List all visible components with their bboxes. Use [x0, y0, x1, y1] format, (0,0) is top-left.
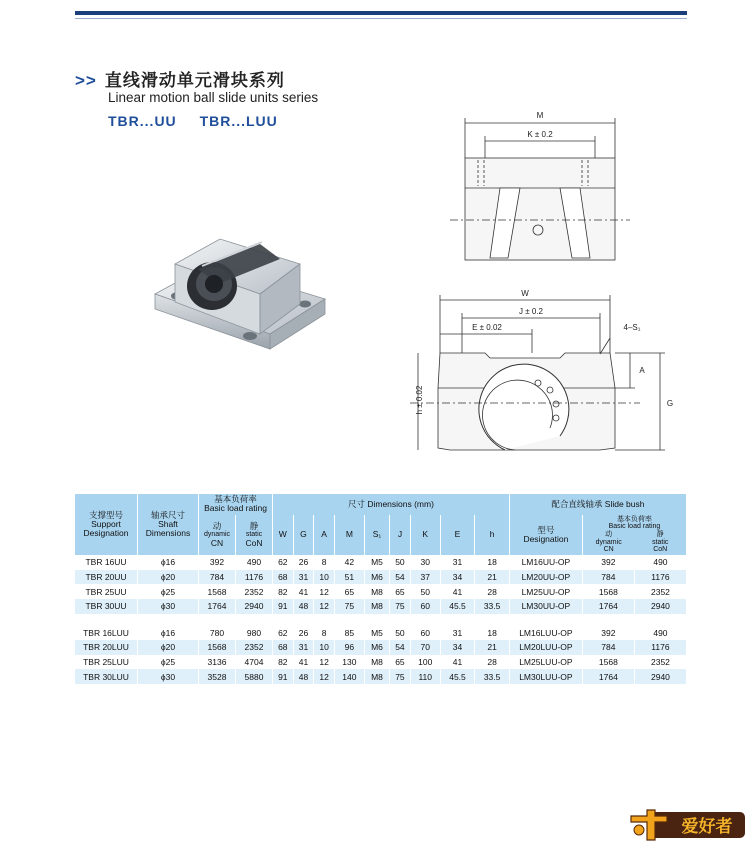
separator-cell [75, 614, 687, 626]
table-cell: 21 [475, 570, 510, 585]
table-cell: 784 [582, 640, 634, 655]
table-cell: LM25UU-OP [509, 584, 582, 599]
table-cell: 33.5 [475, 599, 510, 614]
label-k: K ± 0.2 [527, 130, 553, 139]
table-cell: 50 [390, 626, 411, 641]
table-cell: 31 [293, 640, 314, 655]
table-cell: 2940 [634, 599, 686, 614]
table-cell: 31 [293, 570, 314, 585]
h-support-en2: Designation [83, 528, 129, 539]
group-separator [75, 614, 687, 626]
h-shaft-cn: 轴承尺寸 [150, 509, 185, 520]
page-title-cn [75, 66, 285, 91]
h-support-en1: Support [91, 518, 121, 529]
table-cell: 68 [273, 570, 294, 585]
table-cell: 62 [273, 555, 294, 570]
h-bush-dyn-unit: CN [603, 546, 614, 554]
col-m: M [334, 515, 364, 555]
table-cell: 392 [582, 555, 634, 570]
table-cell: LM25LUU-OP [509, 655, 582, 670]
table-row [75, 626, 687, 641]
label-g: G [666, 399, 674, 408]
table-row [75, 570, 687, 585]
table-cell: 12 [314, 599, 335, 614]
spec-table [75, 494, 687, 684]
table-cell: 45.5 [440, 599, 475, 614]
watermark-logo [627, 806, 749, 842]
table-cell: M8 [364, 584, 389, 599]
table-cell: 54 [390, 570, 411, 585]
table-cell: 10 [314, 570, 335, 585]
table-cell: 12 [314, 584, 335, 599]
table-cell: 1568 [199, 584, 236, 599]
table-cell: 37 [410, 570, 440, 585]
h-shaft-en1: Shaft [158, 518, 178, 529]
table-cell: 26 [293, 555, 314, 570]
table-cell: 21 [475, 640, 510, 655]
label-m: M [536, 111, 544, 120]
col-bush: 配合直线轴承 Slide bush [509, 494, 686, 515]
col-shaft [138, 494, 199, 555]
table-cell: 110 [410, 669, 440, 684]
table-cell: 980 [236, 626, 273, 641]
label-w: W [521, 289, 529, 298]
table-cell: 62 [273, 626, 294, 641]
table-cell: 34 [440, 570, 475, 585]
table-cell: 68 [273, 640, 294, 655]
table-row [75, 555, 687, 570]
h-type-cn: 型号 [537, 524, 555, 535]
table-cell: 140 [334, 669, 364, 684]
table-cell: TBR 20UU [75, 570, 138, 585]
top-rule [75, 11, 687, 15]
table-cell: 100 [410, 655, 440, 670]
top-view-drawing [440, 108, 640, 268]
table-cell: ϕ16 [138, 555, 199, 570]
page-title-en: Linear motion ball slide units series [108, 90, 319, 105]
table-cell: 75 [334, 599, 364, 614]
table-cell: ϕ25 [138, 655, 199, 670]
table-cell: 96 [334, 640, 364, 655]
table-cell: 3528 [199, 669, 236, 684]
table-row [75, 584, 687, 599]
h-bush-sta [634, 531, 686, 554]
table-cell: LM16LUU-OP [509, 626, 582, 641]
table-cell: 65 [390, 655, 411, 670]
col-h: h [475, 515, 510, 555]
table-cell: 2352 [634, 655, 686, 670]
table-cell: TBR 30UU [75, 599, 138, 614]
col-support [75, 494, 138, 555]
h-load-en: Basic load rating [204, 503, 267, 514]
table-cell: 42 [334, 555, 364, 570]
table-cell: LM16UU-OP [509, 555, 582, 570]
table-cell: 60 [410, 599, 440, 614]
table-cell: 41 [440, 655, 475, 670]
table-cell: M6 [364, 570, 389, 585]
table-cell: 26 [293, 626, 314, 641]
table-cell: 70 [410, 640, 440, 655]
table-cell: 1764 [199, 599, 236, 614]
table-cell: 41 [293, 584, 314, 599]
table-cell: 41 [293, 655, 314, 670]
table-cell: 50 [390, 555, 411, 570]
model-codes [108, 113, 278, 129]
table-cell: 1568 [582, 584, 634, 599]
table-cell: 392 [582, 626, 634, 641]
product-photo [150, 224, 330, 384]
table-cell: 28 [475, 655, 510, 670]
table-cell: 10 [314, 640, 335, 655]
h-bush-load-en: Basic load rating [608, 523, 661, 531]
label-a: A [639, 366, 645, 375]
label-h: h ± 0.02 [415, 385, 424, 415]
col-static [236, 515, 273, 555]
col-g: G [293, 515, 314, 555]
table-cell: 45.5 [440, 669, 475, 684]
table-cell: 91 [273, 599, 294, 614]
label-e: E ± 0.02 [472, 323, 502, 332]
table-row [75, 655, 687, 670]
h-bush-sta-cn: 静 [656, 531, 664, 539]
col-e: E [440, 515, 475, 555]
table-cell: 8 [314, 555, 335, 570]
top-rule-thin [75, 18, 687, 19]
h-bush-dyn-cn: 动 [605, 531, 613, 539]
table-cell: 28 [475, 584, 510, 599]
table-cell: 5880 [236, 669, 273, 684]
table-cell: 392 [199, 555, 236, 570]
table-row [75, 669, 687, 684]
table-cell: 12 [314, 669, 335, 684]
table-cell: M8 [364, 599, 389, 614]
table-cell: 54 [390, 640, 411, 655]
col-dimensions: 尺寸 Dimensions (mm) [273, 494, 510, 515]
table-cell: ϕ20 [138, 570, 199, 585]
h-bush-load-cn: 基本负荷率 [616, 515, 652, 523]
title-cn-text: 直线滑动单元滑块系列 [104, 71, 285, 90]
h-dyn-en: dynamic [203, 531, 231, 539]
h-bush-dyn [583, 531, 635, 554]
table-cell: 1176 [236, 570, 273, 585]
table-cell: 12 [314, 655, 335, 670]
table-cell: 82 [273, 584, 294, 599]
table-cell: 3136 [199, 655, 236, 670]
table-cell: 780 [199, 626, 236, 641]
col-dynamic [199, 515, 236, 555]
col-bush-load [582, 515, 686, 555]
table-cell: LM20UU-OP [509, 570, 582, 585]
table-cell: LM20LUU-OP [509, 640, 582, 655]
h-sta-en: static [245, 531, 263, 539]
table-cell: 75 [390, 599, 411, 614]
col-load [199, 494, 273, 515]
table-cell: ϕ30 [138, 669, 199, 684]
table-cell: 2940 [634, 669, 686, 684]
table-cell: LM30LUU-OP [509, 669, 582, 684]
table-cell: M8 [364, 655, 389, 670]
label-j: J ± 0.2 [519, 307, 543, 316]
table-cell: 31 [440, 626, 475, 641]
table-cell: 65 [334, 584, 364, 599]
table-cell: 18 [475, 626, 510, 641]
table-cell: M5 [364, 555, 389, 570]
h-type-en: Designation [523, 533, 569, 544]
col-j: J [390, 515, 411, 555]
h-bush-dyn-en: dynamic [595, 538, 622, 546]
h-dyn-cn: 动 [212, 520, 222, 531]
table-cell: 2352 [236, 640, 273, 655]
h-support-cn: 支撑型号 [88, 509, 123, 520]
table-cell: 2352 [236, 584, 273, 599]
table-cell: 8 [314, 626, 335, 641]
model-uu: TBR...UU [108, 113, 177, 129]
table-cell: ϕ20 [138, 640, 199, 655]
h-sta-cn: 静 [249, 520, 259, 531]
table-cell: LM30UU-OP [509, 599, 582, 614]
table-cell: 1568 [582, 655, 634, 670]
table-cell: 41 [440, 584, 475, 599]
table-cell: 34 [440, 640, 475, 655]
table-cell: 490 [634, 626, 686, 641]
table-cell: TBR 25LUU [75, 655, 138, 670]
table-cell: 30 [410, 555, 440, 570]
table-cell: 31 [440, 555, 475, 570]
table-cell: 2352 [634, 584, 686, 599]
table-cell: 490 [236, 555, 273, 570]
table-cell: 4704 [236, 655, 273, 670]
table-cell: M6 [364, 640, 389, 655]
h-shaft-en2: Dimensions [145, 528, 191, 539]
table-cell: 1176 [634, 570, 686, 585]
h-bush-sta-unit: CoN [653, 546, 668, 554]
table-row [75, 599, 687, 614]
h-bush-sta-en: static [652, 538, 669, 546]
table-cell: ϕ16 [138, 626, 199, 641]
table-cell: 33.5 [475, 669, 510, 684]
table-cell: 60 [410, 626, 440, 641]
table-cell: 51 [334, 570, 364, 585]
table-row [75, 640, 687, 655]
table-cell: 130 [334, 655, 364, 670]
table-cell: 65 [390, 584, 411, 599]
model-luu: TBR...LUU [199, 113, 278, 129]
table-cell: 1764 [582, 669, 634, 684]
label-s1: 4–S₁ [623, 323, 641, 332]
table-cell: ϕ30 [138, 599, 199, 614]
table-cell: 91 [273, 669, 294, 684]
spec-table-body [75, 555, 687, 684]
table-cell: 490 [634, 555, 686, 570]
h-sta-unit: CoN [245, 537, 263, 548]
table-cell: M8 [364, 669, 389, 684]
table-cell: 784 [199, 570, 236, 585]
table-cell: 75 [390, 669, 411, 684]
table-cell: 18 [475, 555, 510, 570]
table-cell: TBR 20LUU [75, 640, 138, 655]
col-a: A [314, 515, 335, 555]
col-type [509, 515, 582, 555]
table-cell: 50 [410, 584, 440, 599]
table-cell: ϕ25 [138, 584, 199, 599]
table-cell: 784 [582, 570, 634, 585]
table-cell: 1764 [582, 599, 634, 614]
h-dyn-unit: CN [210, 537, 224, 548]
col-s1: S₁ [364, 515, 389, 555]
h-load-cn: 基本负荷率 [214, 494, 257, 504]
table-cell: TBR 25UU [75, 584, 138, 599]
table-cell: 48 [293, 599, 314, 614]
table-cell: 2940 [236, 599, 273, 614]
col-k: K [410, 515, 440, 555]
table-cell: TBR 16UU [75, 555, 138, 570]
table-cell: 1568 [199, 640, 236, 655]
front-view-drawing [410, 288, 680, 468]
table-cell: M5 [364, 626, 389, 641]
watermark-text: 爱好者 [681, 817, 733, 837]
arrow-icon: >> [75, 71, 97, 90]
table-cell: TBR 16LUU [75, 626, 138, 641]
col-w: W [273, 515, 294, 555]
table-cell: 1176 [634, 640, 686, 655]
table-cell: 85 [334, 626, 364, 641]
table-cell: TBR 30LUU [75, 669, 138, 684]
table-cell: 82 [273, 655, 294, 670]
table-cell: 48 [293, 669, 314, 684]
